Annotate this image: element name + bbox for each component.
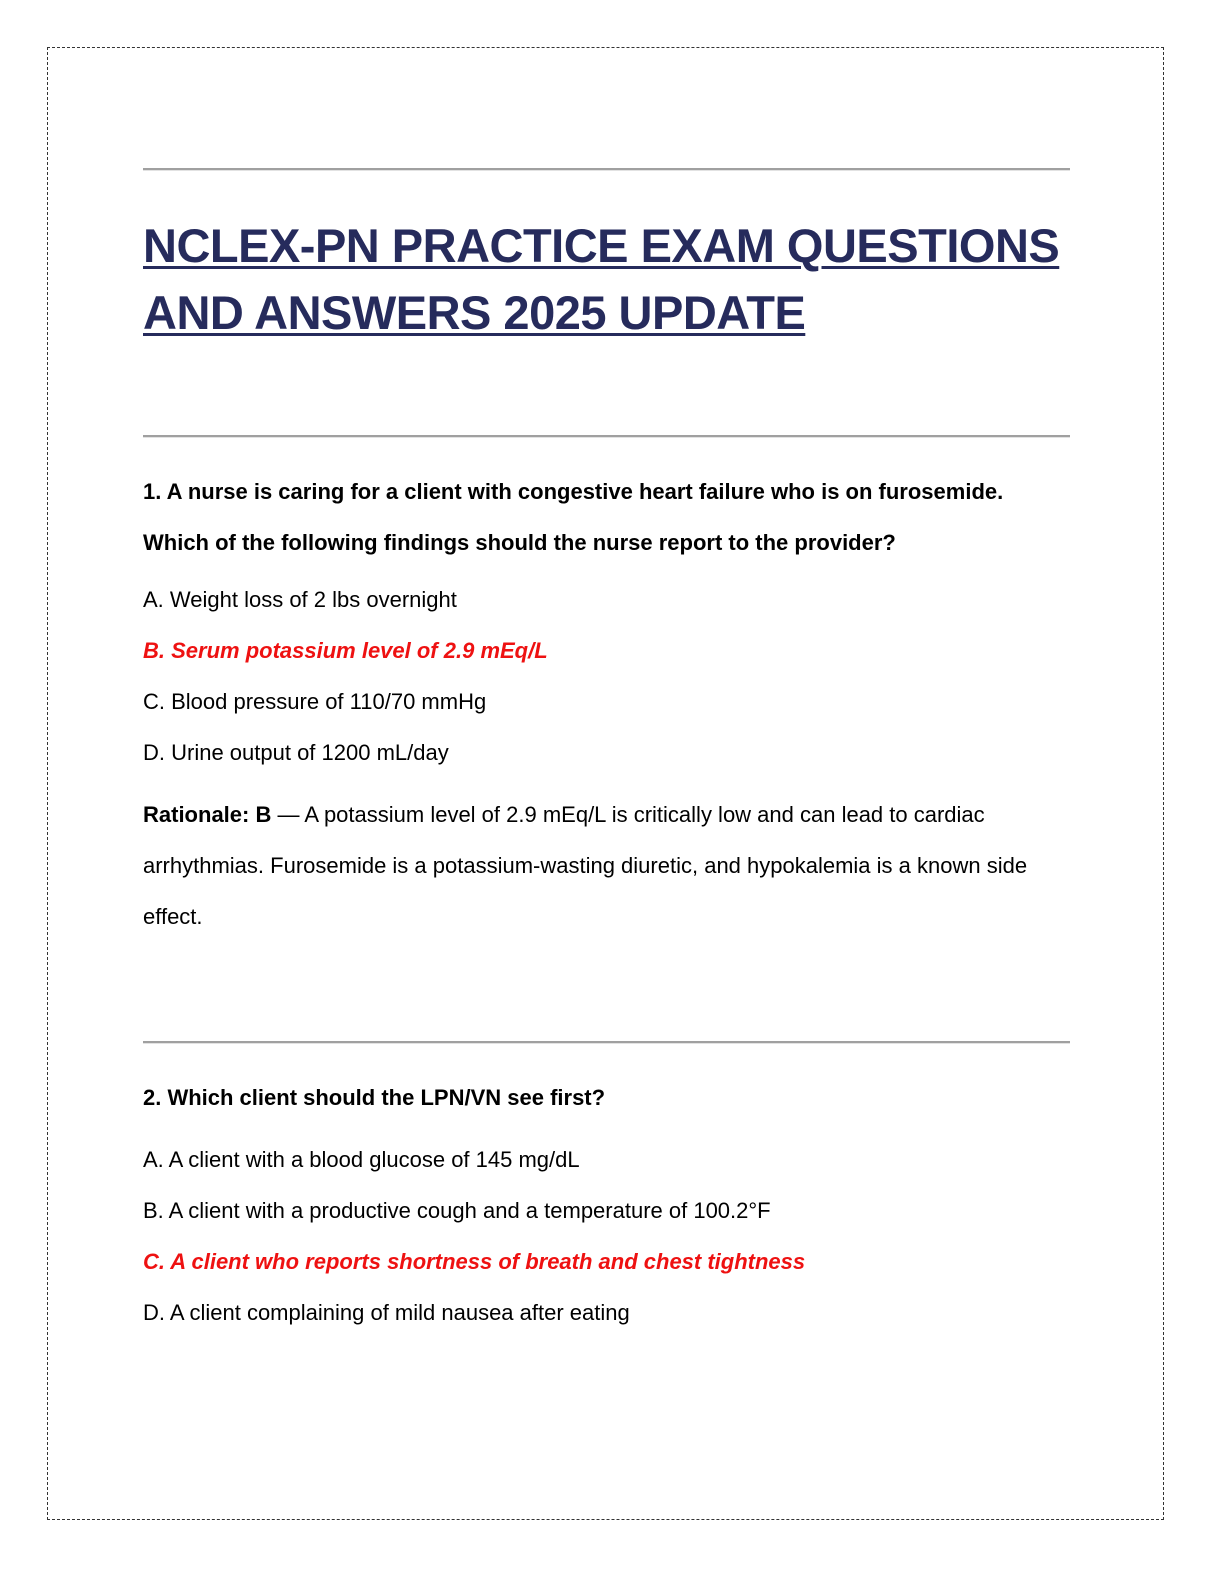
- option-d: D. Urine output of 1200 mL/day: [143, 740, 449, 765]
- option-c-correct: C. A client who reports shortness of breath and chest tightness: [143, 1249, 806, 1274]
- option-a: A. Weight loss of 2 lbs overnight: [143, 587, 457, 612]
- option-b-correct: B. Serum potassium level of 2.9 mEq/L: [143, 638, 548, 663]
- option-b: B. A client with a productive cough and a temperature of 100.2°F: [143, 1198, 771, 1223]
- option-c: C. Blood pressure of 110/70 mmHg: [143, 689, 487, 714]
- question-text: 1. A nurse is caring for a client with congestive heart failure who is on furosemide. Which of the following findings should the nurse report to the provider?: [143, 479, 1004, 555]
- question-1: [143, 466, 1073, 942]
- option-a: A. A client with a blood glucose of 145 mg/dL: [143, 1147, 580, 1172]
- option-d: D. A client complaining of mild nausea after eating: [143, 1300, 630, 1325]
- page-title: NCLEX-PN PRACTICE EXAM QUESTIONS AND ANSWERS 2025 UPDATE: [143, 219, 1060, 339]
- divider: [143, 1041, 1070, 1044]
- rationale-label: Rationale: B: [143, 802, 272, 827]
- divider: [143, 168, 1070, 171]
- question-text: 2. Which client should the LPN/VN see first?: [143, 1085, 606, 1110]
- rationale-text: — A potassium level of 2.9 mEq/L is critically low and can lead to cardiac arrhythmias. Furosemide is a potassium-wasting diuretic, and hypokalemia is a known side effect.: [143, 802, 1028, 929]
- divider: [143, 435, 1070, 438]
- rationale: [143, 789, 1073, 942]
- question-2: [143, 1072, 1073, 1338]
